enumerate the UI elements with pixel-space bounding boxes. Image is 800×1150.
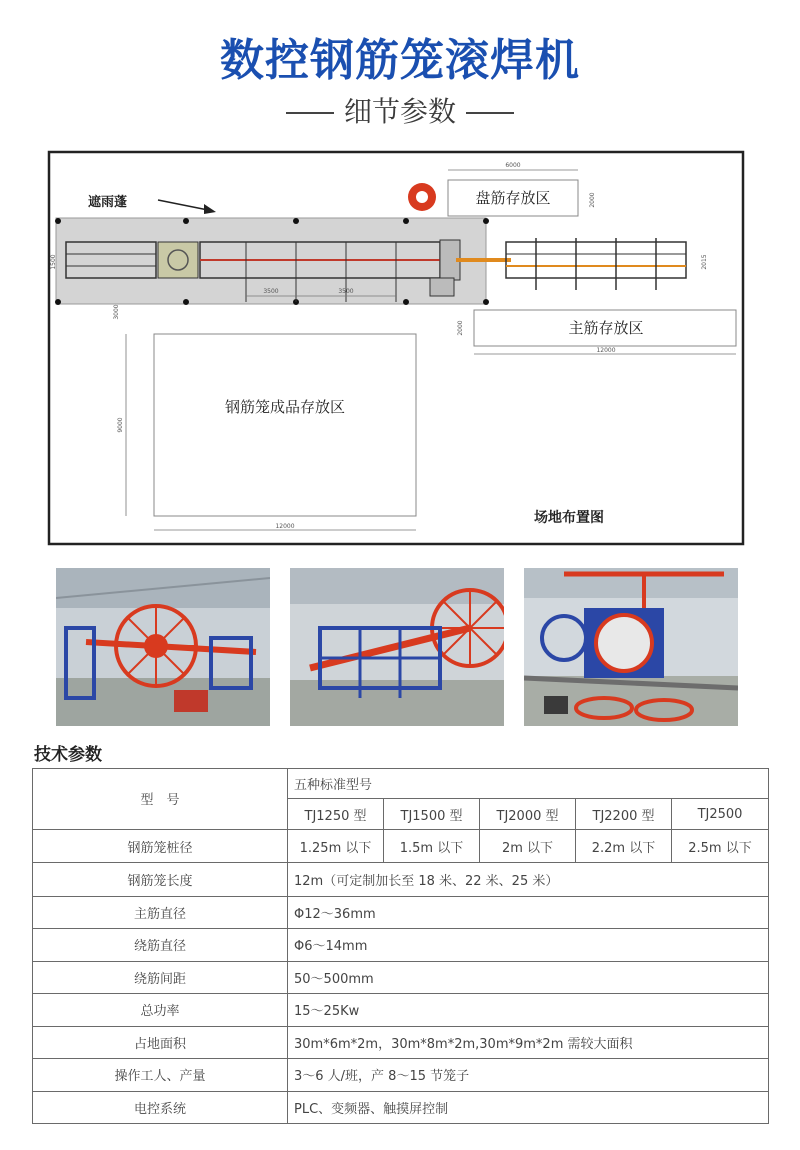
dim-main-bar-height: 2015 — [701, 254, 708, 270]
machine-photo-3 — [524, 568, 738, 726]
row-label: 占地面积 — [33, 1026, 288, 1058]
table-row — [33, 896, 769, 928]
subtitle-dash-right — [466, 112, 514, 114]
diameter-cell: 1.5m 以下 — [384, 829, 480, 862]
finished-cage-storage-box — [154, 334, 416, 516]
marker — [403, 218, 409, 224]
model-cell: TJ2500 — [672, 799, 769, 829]
coil-storage-label: 盘筋存放区 — [475, 189, 551, 207]
model-cell: TJ2000 型 — [480, 799, 576, 829]
diameter-label: 钢筋笼桩径 — [33, 829, 288, 862]
row-value: 12m（可定制加长至 18 米、22 米、25 米） — [288, 863, 769, 896]
dim-span-1: 3500 — [263, 288, 279, 295]
machine-main-unit — [158, 242, 198, 278]
diameter-cell: 1.25m 以下 — [288, 829, 384, 862]
marker — [403, 299, 409, 305]
row-label: 钢筋笼长度 — [33, 863, 288, 896]
row-value: Φ12～36mm — [288, 896, 769, 928]
model-cell: TJ1250 型 — [288, 799, 384, 829]
page-title: 数控钢筋笼滚焊机 — [220, 35, 580, 86]
marker — [183, 218, 189, 224]
dim-coil-width: 6000 — [505, 162, 521, 169]
marker — [483, 299, 489, 305]
marker — [483, 218, 489, 224]
model-label: 型 号 — [33, 769, 288, 830]
subtitle-text: 细节参数 — [343, 95, 456, 128]
rain-cover-label: 遮雨蓬 — [88, 195, 128, 210]
spec-table — [32, 768, 769, 1124]
marker — [55, 218, 61, 224]
diameter-cell: 2m 以下 — [480, 829, 576, 862]
table-row — [33, 1026, 769, 1058]
row-value: 30m*6m*2m，30m*8m*2m,30m*9m*2m 需较大面积 — [288, 1026, 769, 1058]
dim-machine-width: 1500 — [50, 254, 57, 270]
plan-caption: 场地布置图 — [534, 510, 604, 526]
machine-photo-1 — [56, 568, 270, 726]
table-row — [33, 1059, 769, 1091]
control-cabinet — [430, 278, 454, 296]
table-row — [33, 929, 769, 961]
diameter-cell: 2.2m 以下 — [576, 829, 672, 862]
table-row — [33, 769, 769, 799]
machine-photo-2 — [290, 568, 504, 726]
table-row — [33, 994, 769, 1026]
row-label: 操作工人、产量 — [33, 1059, 288, 1091]
model-cell: TJ2200 型 — [576, 799, 672, 829]
row-value: PLC、变频器、触摸屏控制 — [288, 1091, 769, 1124]
page-subtitle — [0, 90, 800, 130]
dim-main-bar-length: 12000 — [596, 347, 616, 354]
table-row — [33, 829, 769, 862]
dim-coil-height: 2000 — [589, 192, 596, 208]
subtitle-dash-left — [286, 112, 334, 114]
spec-heading: 技术参数 — [34, 745, 102, 765]
row-value: 3～6 人/班，产 8～15 节笼子 — [288, 1059, 769, 1091]
finished-cage-storage-label: 钢筋笼成品存放区 — [224, 398, 346, 416]
dim-finished-height: 9000 — [117, 417, 124, 433]
dim-finished-length: 12000 — [275, 523, 295, 530]
marker — [293, 218, 299, 224]
marker — [55, 299, 61, 305]
row-label: 绕筋间距 — [33, 961, 288, 993]
site-layout-plan — [46, 150, 746, 546]
site-layout-drawing — [46, 150, 746, 546]
main-bar-storage-label: 主筋存放区 — [568, 319, 644, 337]
marker — [183, 299, 189, 305]
row-label: 主筋直径 — [33, 896, 288, 928]
model-cell: TJ1500 型 — [384, 799, 480, 829]
row-value: 50～500mm — [288, 961, 769, 993]
row-label: 绕筋直径 — [33, 929, 288, 961]
row-value: 15～25Kw — [288, 994, 769, 1026]
dim-left-offset: 3000 — [113, 304, 120, 320]
machine-photos — [50, 568, 750, 726]
dim-span-2: 3500 — [338, 288, 354, 295]
table-row — [33, 863, 769, 896]
table-row — [33, 1091, 769, 1124]
row-label: 总功率 — [33, 994, 288, 1026]
diameter-cell: 2.5m 以下 — [672, 829, 769, 862]
row-label: 电控系统 — [33, 1091, 288, 1124]
row-value: Φ6～14mm — [288, 929, 769, 961]
model-group: 五种标准型号 — [288, 769, 769, 799]
table-row — [33, 961, 769, 993]
dim-main-bar-offset: 2000 — [457, 320, 464, 336]
coil-reel-hub — [416, 191, 428, 203]
